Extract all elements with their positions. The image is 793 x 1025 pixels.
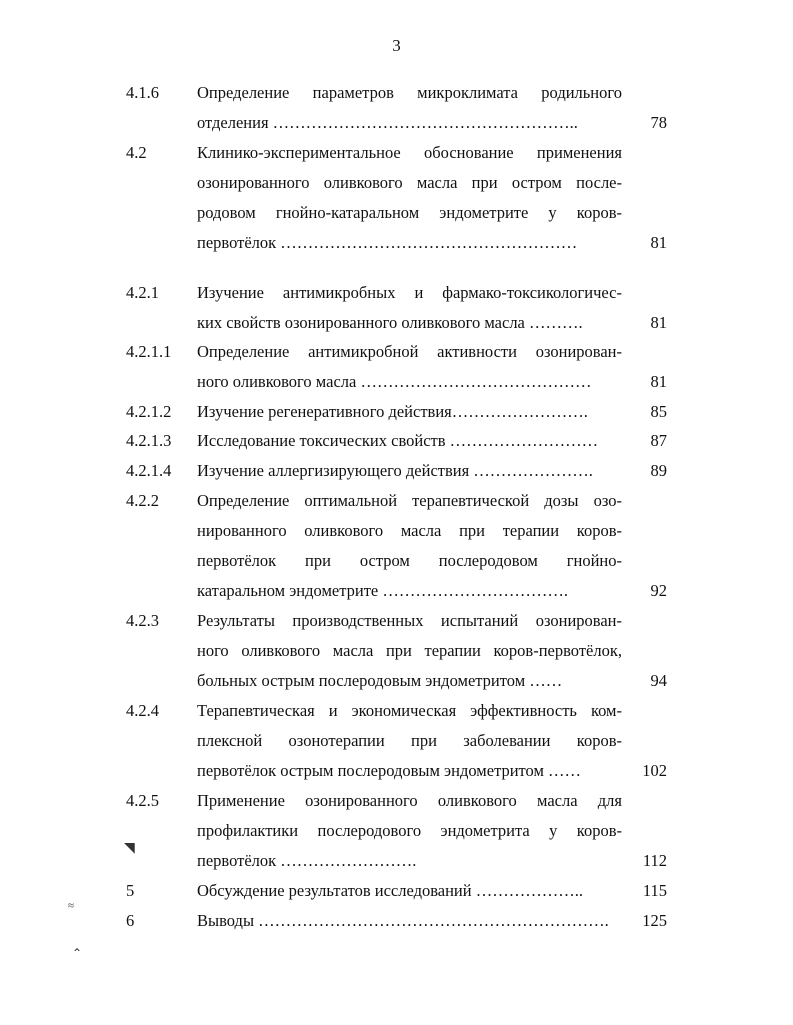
section-number: 6: [126, 911, 135, 930]
section-title-line: профилактики послеродового эндометрита у коров-: [197, 821, 622, 840]
section-title-line: родовом гнойно-катаральном эндометрите у коров-: [197, 203, 622, 222]
scan-mark: ≈: [68, 900, 75, 912]
toc-line: [0, 516, 793, 546]
toc-line: [0, 108, 793, 138]
section-page-number: 81: [650, 372, 667, 391]
section-title-line: Изучение аллергизирующего действия ………………….: [197, 461, 593, 480]
section-page-number: 112: [642, 851, 667, 870]
section-title-line: Клинико-экспериментальное обоснование применения: [197, 143, 622, 162]
toc-line: [0, 78, 793, 108]
scan-mark: ⌃: [72, 946, 83, 960]
toc-line: [0, 198, 793, 228]
toc-line: [0, 426, 793, 456]
section-title-line: озонированного оливкового масла при остром после-: [197, 173, 622, 192]
section-page-number: 102: [642, 761, 667, 780]
section-page-number: 125: [642, 911, 667, 930]
section-page-number: 85: [650, 402, 667, 421]
section-number: 5: [126, 881, 135, 900]
toc-line: [0, 397, 793, 427]
toc-line: [0, 666, 793, 696]
section-title-line: первотёлок острым послеродовым эндометритом ……: [197, 761, 582, 780]
toc-line: [0, 228, 793, 258]
section-number: 4.2.5: [126, 791, 159, 810]
toc-line: [0, 546, 793, 576]
toc-line: [0, 906, 793, 936]
section-number: 4.2.3: [126, 611, 159, 630]
section-number: 4.2: [126, 143, 147, 162]
section-title-line: Определение оптимальной терапевтической дозы озо-: [197, 491, 622, 510]
section-number: 4.2.1.1: [126, 342, 172, 361]
section-number: 4.1.6: [126, 83, 159, 102]
section-title-line: нированного оливкового масла при терапии коров-: [197, 521, 622, 540]
section-title-line: Изучение регенеративного действия…………………….: [197, 402, 588, 421]
section-title-line: Выводы ……………………………………………………….: [197, 911, 609, 930]
section-page-number: 92: [650, 581, 667, 600]
section-number: 4.2.1.2: [126, 402, 172, 421]
section-title-line: Применение озонированного оливкового масла для: [197, 791, 622, 810]
section-page-number: 81: [650, 313, 667, 332]
section-title-line: Определение параметров микроклимата родильного: [197, 83, 622, 102]
section-page-number: 89: [650, 461, 667, 480]
section-page-number: 115: [642, 881, 667, 900]
section-title-line: Определение антимикробной активности озонирован-: [197, 342, 622, 361]
toc-line: [0, 636, 793, 666]
scan-mark: ◥: [124, 841, 135, 856]
toc-line: [0, 846, 793, 876]
section-page-number: 94: [650, 671, 667, 690]
toc-line: [0, 696, 793, 726]
section-title-line: больных острым послеродовым эндометритом ……: [197, 671, 563, 690]
section-title-line: первотёлок …………………….: [197, 851, 417, 870]
section-title-line: ких свойств озонированного оливкового масла ……….: [197, 313, 583, 332]
toc-line: [0, 606, 793, 636]
toc-line: [0, 876, 793, 906]
section-page-number: 78: [650, 113, 667, 132]
section-number: 4.2.1: [126, 283, 159, 302]
toc-line: [0, 726, 793, 756]
section-title-line: первотёлок ………………………………………………: [197, 233, 578, 252]
section-title-line: Изучение антимикробных и фармако-токсикологичес-: [197, 283, 622, 302]
section-title-line: ного оливкового масла ……………………………………: [197, 372, 592, 391]
toc-line: [0, 456, 793, 486]
toc-line: [0, 367, 793, 397]
toc-line: [0, 337, 793, 367]
section-page-number: 87: [650, 431, 667, 450]
toc-line: [0, 278, 793, 308]
toc-line: [0, 576, 793, 606]
section-title-line: Исследование токсических свойств ………………………: [197, 431, 599, 450]
toc-line: [0, 786, 793, 816]
section-number: 4.2.1.3: [126, 431, 172, 450]
section-title-line: отделения ………………………………………………..: [197, 113, 578, 132]
section-number: 4.2.2: [126, 491, 159, 510]
section-title-line: Терапевтическая и экономическая эффективность ком-: [197, 701, 622, 720]
section-title-line: Обсуждение результатов исследований ………………..: [197, 881, 583, 900]
section-title-line: ного оливкового масла при терапии коров-первотёлок,: [197, 641, 622, 660]
section-page-number: 81: [650, 233, 667, 252]
section-number: 4.2.4: [126, 701, 159, 720]
toc-line: [0, 168, 793, 198]
section-title-line: катаральном эндометрите …………………………….: [197, 581, 568, 600]
toc-line: [0, 138, 793, 168]
section-title-line: первотёлок при остром послеродовом гнойно-: [197, 551, 622, 570]
section-title-line: Результаты производственных испытаний озонирован-: [197, 611, 622, 630]
toc-line: [0, 308, 793, 338]
toc-line: [0, 756, 793, 786]
toc-line: [0, 486, 793, 516]
page-number: 3: [392, 36, 401, 55]
section-number: 4.2.1.4: [126, 461, 172, 480]
toc-line: [0, 816, 793, 846]
section-title-line: плексной озонотерапии при заболевании коров-: [197, 731, 622, 750]
